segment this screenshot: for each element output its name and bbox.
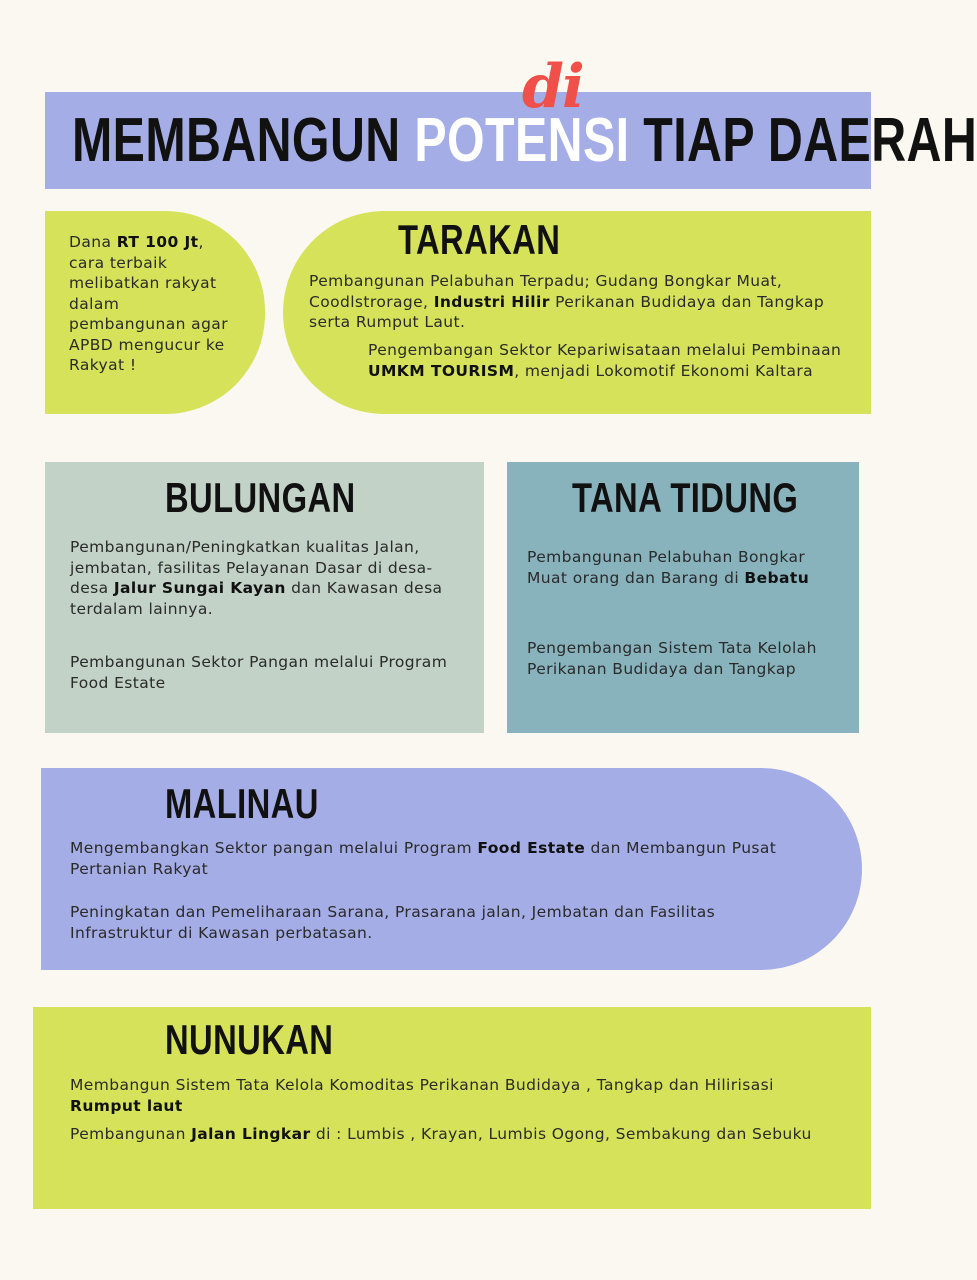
malinau-paragraph-2: [70, 902, 790, 943]
tarakan-paragraph-2: [368, 340, 858, 381]
text-segment: di : Lumbis , Krayan, Lumbis Ogong, Sembakung dan Sebuku: [310, 1125, 812, 1143]
title-part2: TIAP DAERAH: [629, 106, 977, 175]
bold-keyword: RT 100 Jt: [116, 233, 199, 251]
bulungan-paragraph-2: [70, 652, 470, 693]
text-segment: Peningkatan dan Pemeliharaan Sarana, Prasarana jalan, Jembatan dan Fasilitas Infrastruktur di Kawasan perbatasan.: [70, 903, 716, 942]
tarakan-note-text: [69, 232, 229, 376]
tarakan-paragraph-1: [309, 271, 849, 333]
text-segment: Pengembangan Sektor Kepariwisataan melalui Pembinaan: [368, 341, 842, 359]
malinau-title: MALINAU: [165, 780, 319, 827]
bold-keyword: Industri Hilir: [433, 292, 550, 311]
text-segment: Membangun Sistem Tata Kelola Komoditas Perikanan Budidaya , Tangkap dan Hilirisasi: [70, 1076, 774, 1094]
malinau-paragraph-1: [70, 838, 790, 879]
text-segment: , menjadi Lokomotif Ekonomi Kaltara: [514, 361, 814, 380]
bold-keyword: Rumput laut: [70, 1096, 183, 1115]
tana-tidung-paragraph-2: [527, 638, 847, 679]
text-segment: , cara terbaik melibatkan rakyat dalam pembangunan agar APBD mengucur ke Rakyat !: [69, 233, 228, 374]
tarakan-title: TARAKAN: [398, 216, 561, 263]
text-segment: Mengembangkan Sektor pangan melalui Program: [70, 839, 478, 857]
bold-keyword: Food Estate: [477, 839, 586, 857]
bold-keyword: Jalan Lingkar: [191, 1125, 311, 1143]
text-segment: Pengembangan Sistem Tata Kelolah Perikanan Budidaya dan Tangkap: [527, 639, 817, 678]
text-segment: Pembangunan Pelabuhan Terpadu; Gudang Bongkar Muat, Coodlstrorage,: [309, 272, 783, 311]
title-di-script: di: [522, 52, 583, 122]
bold-keyword: Bebatu: [744, 568, 810, 587]
text-segment: Pembangunan Sektor Pangan melalui Program Food Estate: [70, 653, 448, 692]
nunukan-paragraph-2: [70, 1124, 830, 1145]
tana-tidung-paragraph-1: [527, 547, 847, 588]
nunukan-paragraph-1: [70, 1075, 830, 1116]
text-segment: Pembangunan Pelabuhan Bongkar Muat orang dan Barang di: [527, 548, 806, 587]
bold-keyword: Jalur Sungai Kayan: [113, 579, 286, 597]
title-part1: MEMBANGUN: [72, 106, 415, 175]
text-segment: dan Membangun Pusat Pertanian Rakyat: [70, 839, 777, 878]
text-segment: Pembangunan/Peningkatkan kualitas Jalan, jembatan, fasilitas Pelayanan Dasar di desa-desa: [70, 538, 433, 597]
text-segment: dan Kawasan desa terdalam lainnya.: [70, 579, 443, 618]
text-segment: Dana: [69, 233, 117, 251]
bulungan-title: BULUNGAN: [165, 474, 356, 521]
bold-keyword: UMKM TOURISM: [368, 361, 515, 380]
text-segment: Pembangunan: [70, 1125, 192, 1143]
tana-tidung-title: TANA TIDUNG: [572, 474, 799, 521]
text-segment: Perikanan Budidaya dan Tangkap serta Rumput Laut.: [309, 292, 825, 331]
bulungan-paragraph-1: [70, 537, 470, 619]
title-highlight: POTENSI: [414, 106, 630, 175]
nunukan-title: NUNUKAN: [165, 1016, 334, 1063]
